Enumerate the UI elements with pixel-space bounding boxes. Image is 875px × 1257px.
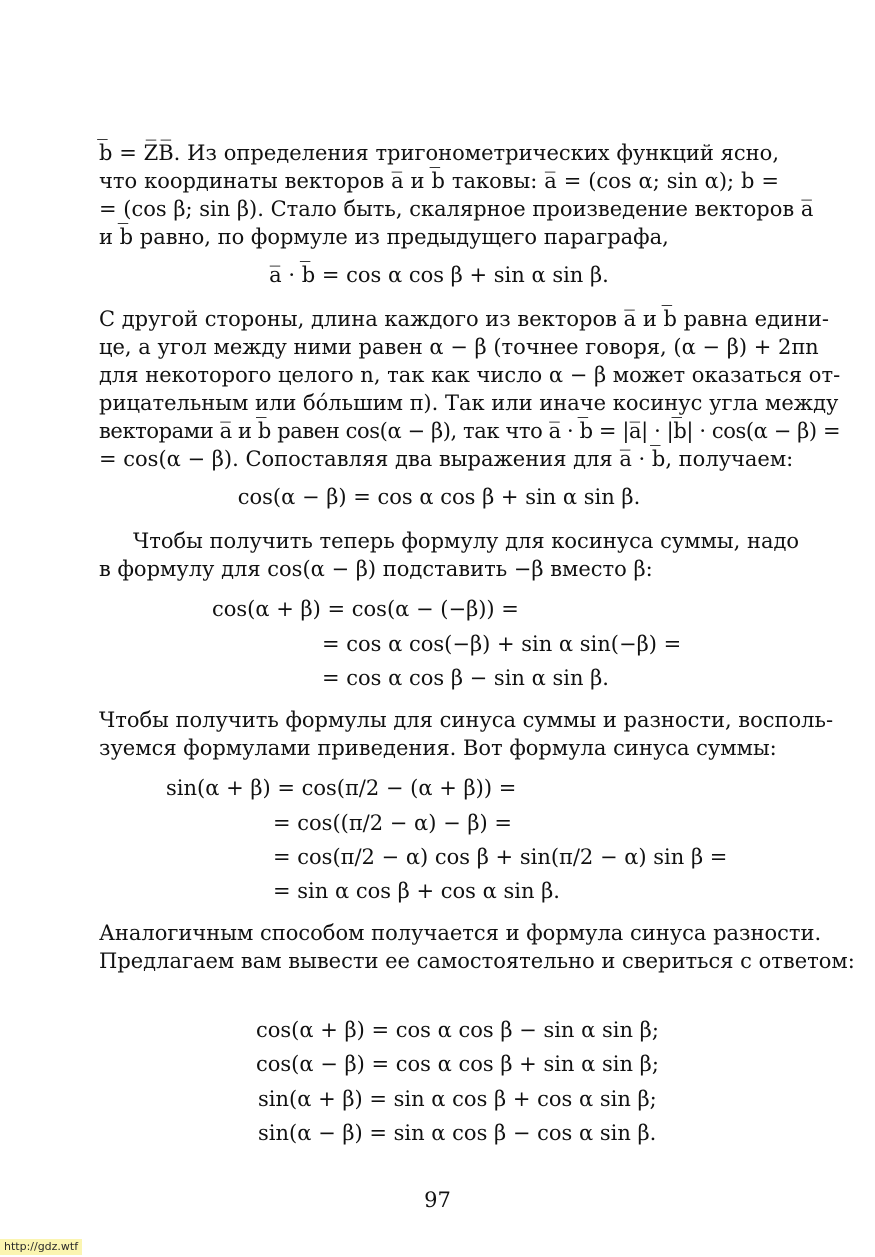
text-line: Аналогичным способом получается и формула синуса разности.: [99, 921, 822, 945]
formula-sine-sum-line-4: = sin α cos β + cos α sin β.: [273, 879, 560, 903]
paragraph-angle-between-vectors: [99, 305, 841, 473]
text-line: це, а угол между ними равен α − β (точнее говоря, (α − β) + 2πn: [99, 335, 819, 359]
summary-formula-cosine-difference: cos(α − β) = cos α cos β + sin α sin β;: [256, 1052, 659, 1076]
text-line: b̅ = Z̅B̅. Из определения тригонометрических функций ясно,: [99, 141, 779, 165]
text-line: Чтобы получить формулы для синуса суммы и разности, восполь-: [99, 708, 834, 732]
text-line: в формулу для cos(α − β) подставить −β вместо β:: [99, 557, 653, 581]
text-line: С другой стороны, длина каждого из векторов a̅ и b̅ равна едини-: [99, 307, 830, 331]
text-line: рицательным или бóльшим π). Так или иначе косинус угла между: [99, 391, 839, 415]
paragraph-vectors-coordinates: [99, 139, 814, 251]
formula-cosine-sum-line-3: = cos α cos β − sin α sin β.: [322, 666, 609, 690]
text-line: векторами a̅ и b̅ равен cos(α − β), так что a̅ · b̅ = |a̅| · |b̅| · cos(α − β) =: [99, 419, 841, 443]
summary-formula-sine-sum: sin(α + β) = sin α cos β + cos α sin β;: [258, 1087, 657, 1111]
paragraph-sine-sum-intro: [99, 706, 834, 762]
formula-scalar-product: a̅ · b̅ = cos α cos β + sin α sin β.: [269, 263, 609, 287]
summary-formula-cosine-sum: cos(α + β) = cos α cos β − sin α sin β;: [256, 1018, 659, 1042]
paragraph-sine-difference-intro: [99, 919, 855, 975]
formula-sine-sum-line-1: sin(α + β) = cos(π/2 − (α + β)) =: [166, 776, 517, 800]
text-line: Предлагаем вам вывести ее самостоятельно и свериться с ответом:: [99, 949, 855, 973]
text-line: = (cos β; sin β). Стало быть, скалярное произведение векторов a̅: [99, 197, 814, 221]
text-line: и b̅ равно, по формуле из предыдущего параграфа,: [99, 225, 669, 249]
formula-cosine-sum-line-2: = cos α cos(−β) + sin α sin(−β) =: [322, 632, 682, 656]
formula-sine-sum-line-2: = cos((π/2 − α) − β) =: [273, 811, 512, 835]
text-line: для некоторого целого n, так как число α − β может оказаться от-: [99, 363, 841, 387]
formula-cosine-sum-line-1: cos(α + β) = cos(α − (−β)) =: [212, 597, 519, 621]
paragraph-cosine-sum-intro: [99, 527, 800, 583]
summary-formula-sine-difference: sin(α − β) = sin α cos β − cos α sin β.: [258, 1121, 657, 1145]
formula-sine-sum-line-3: = cos(π/2 − α) cos β + sin(π/2 − α) sin β =: [273, 845, 728, 869]
text-line: = cos(α − β). Сопоставляя два выражения для a̅ · b̅, получаем:: [99, 447, 794, 471]
formula-cosine-difference: cos(α − β) = cos α cos β + sin α sin β.: [237, 485, 641, 509]
text-line: Чтобы получить теперь формулу для косинуса суммы, надо: [133, 529, 800, 553]
text-line: что координаты векторов a̅ и b̅ таковы: a̅ = (cos α; sin α); b =: [99, 169, 779, 193]
watermark-link[interactable]: http://gdz.wtf: [0, 1239, 82, 1255]
text-line: зуемся формулами приведения. Вот формула синуса суммы:: [99, 736, 777, 760]
page-number: 97: [424, 1188, 451, 1212]
